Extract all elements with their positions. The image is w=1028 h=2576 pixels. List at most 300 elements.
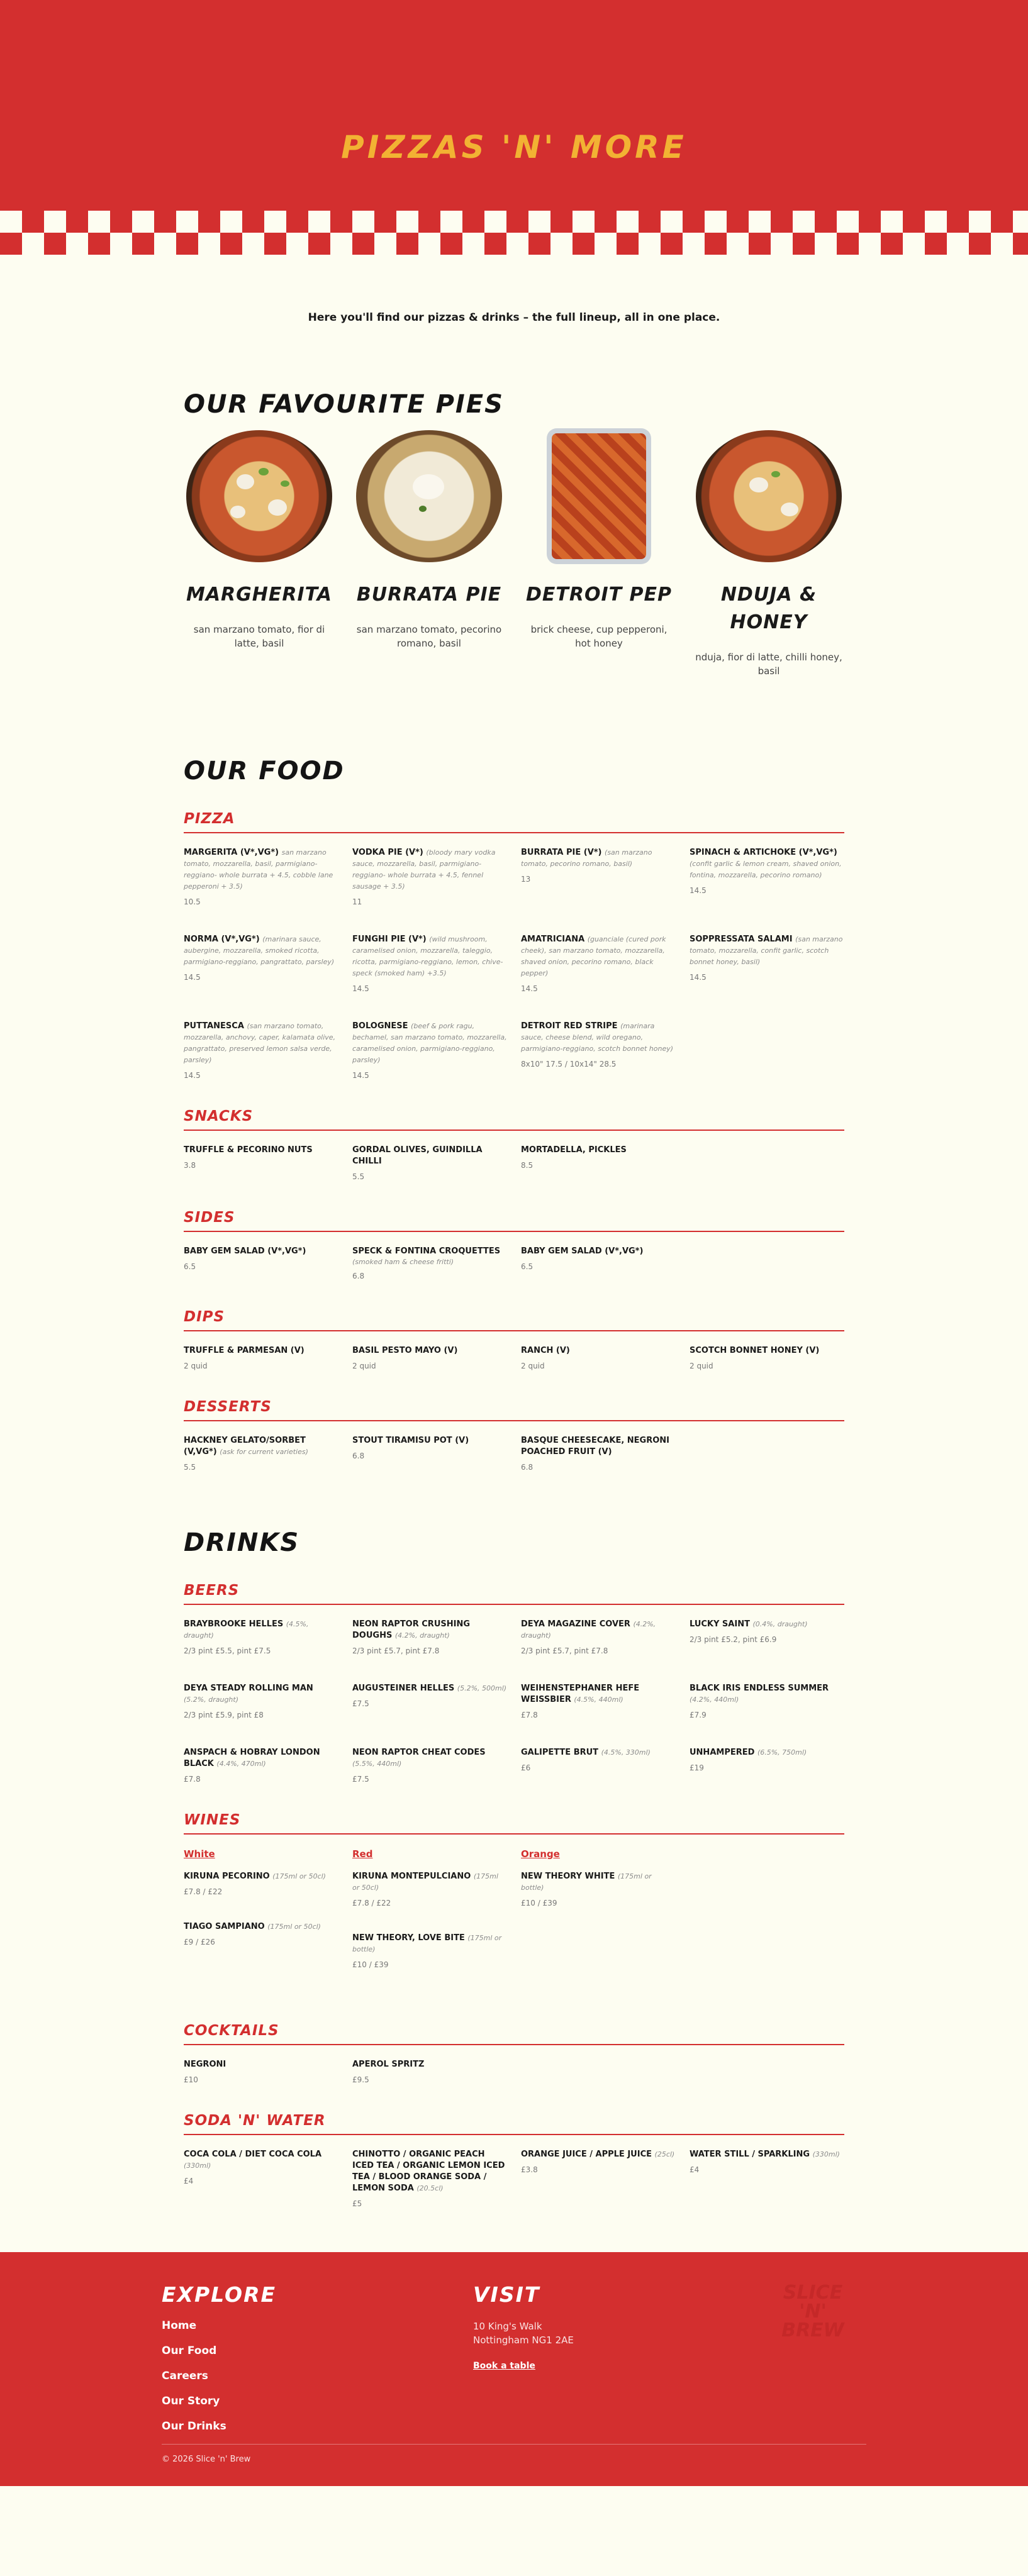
item-title: WATER STILL / SPARKLING [690,2150,810,2159]
category-title: DESSERTS [184,1399,272,1415]
item-title: ORANGE JUICE / APPLE JUICE [521,2150,652,2159]
item-name [352,2059,507,2070]
snacks-grid [184,1145,844,1181]
item-price: £19 [690,1763,704,1772]
nduja-pizza-icon [696,430,842,562]
our-food-section [184,757,844,1472]
item-name [184,1683,338,1706]
item-name [184,1871,338,1882]
category-divider [184,1330,844,1331]
logo-line: 'N' [799,2301,827,2323]
item-price: £7.8 [184,1775,201,1784]
menu-item [352,847,507,906]
pizza-category [184,811,844,1080]
menu-item [690,1345,844,1370]
address [473,2319,574,2347]
item-title: TRUFFLE & PECORINO NUTS [184,1145,313,1155]
item-name [521,1435,676,1458]
wine-list [521,1871,676,1907]
item-title: NEON RAPTOR CHEAT CODES [352,1748,486,1757]
menu-item [184,1921,338,1946]
menu-item [184,1747,338,1784]
wine-column-white [184,1848,338,1994]
item-name [690,1747,844,1758]
category-divider [184,832,844,833]
menu-item [521,1021,676,1080]
menu-item [184,1435,338,1472]
item-title: BASIL PESTO MAYO (V) [352,1346,458,1355]
item-description: (175ml or bottle) [521,1872,652,1892]
menu-item [690,1747,844,1784]
item-price: 5.5 [184,1463,196,1472]
pie-image [693,430,844,562]
hero-header [0,0,1028,255]
item-description: (175ml or 50cl) [267,1923,321,1931]
intro-text: Here you'll find our pizzas & drinks – the full lineup, all in one place. [308,311,720,324]
item-price: 14.5 [352,984,369,993]
sides-grid [184,1246,844,1280]
item-description: (4.5%, 440ml) [574,1696,623,1704]
favourite-pies-section [184,390,844,678]
logo-line: SLICE [783,2282,843,2304]
menu-item [690,847,844,906]
item-price: 6.5 [521,1262,534,1271]
menu-item [352,2059,507,2084]
item-name [521,847,676,870]
footer-link-careers[interactable]: Careers [162,2370,208,2382]
item-name [184,847,338,892]
item-name [352,847,507,892]
menu-item [352,1246,507,1280]
item-price: £9 / £26 [184,1938,215,1946]
item-description: (san marzano tomato, mozzarella, anchovy, caper, kalamata olive, pangrattato, preserved lemon salsa verde, parsley) [184,1022,336,1064]
menu-item [184,2149,338,2208]
item-description: (4.2%, draught) [521,1620,656,1640]
item-price: £7.5 [352,1775,369,1784]
pie-name: DETROIT PEP [525,584,672,606]
menu-item [184,1619,338,1655]
item-price: 14.5 [521,984,538,993]
item-title: BRAYBROOKE HELLES [184,1619,284,1629]
item-title: VODKA PIE (V*) [352,848,423,857]
footer-visit [473,2282,574,2371]
footer-explore [162,2282,276,2433]
item-price: 2 quid [521,1362,545,1370]
item-name [690,1683,844,1706]
menu-item [352,1747,507,1784]
item-title: DEYA MAGAZINE COVER [521,1619,630,1629]
detroit-pizza-icon [552,433,646,559]
item-name [352,2149,507,2194]
item-title: TRUFFLE & PARMESAN (V) [184,1346,304,1355]
category-title: PIZZA [184,811,235,827]
item-name [521,1683,676,1706]
item-name [521,1246,676,1257]
page-title: PIZZAS 'N' MORE [341,129,687,165]
beers-category [184,1582,844,1784]
item-description: (4.2%, draught) [394,1631,450,1640]
item-title: NEON RAPTOR CRUSHING DOUGHS [352,1619,471,1640]
wine-column-orange [521,1848,676,1994]
category-divider [184,1604,844,1605]
item-title: COCA COLA / DIET COCA COLA [184,2150,322,2159]
item-price: 2/3 pint £5.2, pint £6.9 [690,1635,777,1644]
address-line: 10 King's Walk [473,2321,542,2332]
item-description: (6.5%, 750ml) [757,1748,807,1757]
menu-item [184,1683,338,1719]
item-title: HACKNEY GELATO/SORBET (V,VG*) [184,1436,306,1457]
item-price: 2/3 pint £5.5, pint £7.5 [184,1646,271,1655]
item-price: £9.5 [352,2075,369,2084]
menu-item [690,1619,844,1655]
category-divider [184,1420,844,1421]
item-description: (marinara sauce, aubergine, mozzarella, smoked ricotta, parmigiano-reggiano, pangrattato, parsley) [184,935,335,966]
category-title: COCKTAILS [184,2023,279,2039]
item-description: (5.2%, 500ml) [457,1684,507,1692]
item-name [184,1345,338,1357]
item-description: san marzano tomato, mozzarella, basil, parmigiano-reggiano- whole burrata + 4.5, cobble lane pepperoni + 3.5) [184,848,333,891]
item-price: 13 [521,875,531,884]
pie-card[interactable] [184,430,335,678]
menu-item [352,1145,507,1181]
category-title: BEERS [184,1582,240,1599]
item-description: (330ml) [184,2162,211,2170]
item-name [521,1345,676,1357]
item-price: £7.9 [690,1711,707,1719]
wines-grid [184,1848,844,1994]
category-divider [184,1130,844,1131]
item-name [352,1871,507,1894]
menu-item [184,847,338,906]
item-name [184,2149,338,2172]
item-price: 8x10" 17.5 / 10x14" 28.5 [521,1060,617,1069]
menu-item [352,1871,507,1907]
pie-name: BURRATA PIE [356,584,502,606]
item-title: KIRUNA MONTEPULCIANO [352,1872,471,1881]
item-title: TIAGO SAMPIANO [184,1922,265,1931]
item-description: (4.5%, 330ml) [601,1748,651,1757]
pie-description: brick cheese, cup pepperoni, hot honey [530,624,668,649]
pie-name: MARGHERITA [186,584,332,606]
item-title: BABY GEM SALAD (V*,VG*) [521,1246,644,1256]
item-title: PUTTANESCA [184,1021,244,1031]
item-price: £7.8 [521,1711,538,1719]
item-description: (beef & pork ragu, bechamel, san marzano tomato, mozzarella, caramelised onion, parmigiano-reggiano, parsley) [352,1022,507,1064]
item-description: (20.5cl) [416,2184,444,2192]
menu-item [352,934,507,993]
item-name [352,1747,507,1770]
pie-image [354,430,505,562]
drinks-section [184,1528,844,2208]
item-price: £10 [184,2075,198,2084]
pie-description: nduja, fior di latte, chilli honey, basil [695,652,842,677]
wine-type-red[interactable]: Red [352,1848,373,1860]
item-price: 14.5 [352,1071,369,1080]
item-title: BABY GEM SALAD (V*,VG*) [184,1246,306,1256]
cocktails-grid [184,2059,844,2084]
item-price: £4 [184,2177,194,2185]
menu-item [690,2149,844,2208]
category-title: DIPS [184,1309,225,1325]
menu-item [352,1619,507,1655]
item-description: (smoked ham & cheese fritti) [352,1258,454,1266]
item-name [690,847,844,881]
item-title: UNHAMPERED [690,1748,755,1757]
pie-card[interactable] [354,430,505,678]
item-title: BOLOGNESE [352,1021,408,1031]
menu-item [184,1021,338,1080]
item-description: (bloody mary vodka sauce, mozzarella, basil, parmigiano-reggiano- whole burrata + 4.5, fennel sausage + 3.5) [352,848,496,891]
footer-link-our-drinks[interactable]: Our Drinks [162,2420,226,2433]
menu-item [184,1345,338,1370]
wine-type-white[interactable]: White [184,1848,215,1860]
item-price: 2/3 pint £5.7, pint £7.8 [352,1646,440,1655]
item-price: £7.8 / £22 [352,1899,391,1907]
logo-line: BREW [781,2319,844,2341]
menu-item [521,1619,676,1655]
item-description: (confit garlic & lemon cream, shaved onion, fontina, mozzarella, pecorino romano) [690,860,842,879]
category-divider [184,2134,844,2135]
pie-card[interactable] [693,430,844,678]
menu-item [521,847,676,906]
item-price: 2 quid [690,1362,713,1370]
item-name [352,1619,507,1641]
item-title: LUCKY SAINT [690,1619,750,1629]
menu-item [521,934,676,993]
item-price: 14.5 [690,886,707,895]
item-title: APEROL SPRITZ [352,2060,425,2069]
item-title: SCOTCH BONNET HONEY (V) [690,1346,820,1355]
category-title: SIDES [184,1209,235,1226]
menu-item [352,1345,507,1370]
menu-item [521,1145,676,1181]
cocktails-category [184,2023,844,2084]
visit-title: VISIT [473,2282,540,2307]
item-title: AMATRICIANA [521,935,585,944]
address-line: Nottingham NG1 2AE [473,2334,574,2346]
item-description: (ask for current varieties) [220,1448,308,1456]
item-description: (guanciale (cured pork cheek), san marzano tomato, mozzarella, shaved onion, pecorino romano, black pepper) [521,935,666,977]
category-title: SODA 'N' WATER [184,2112,326,2129]
item-title: DEYA STEADY ROLLING MAN [184,1684,313,1693]
item-name [521,1145,676,1156]
pie-description: san marzano tomato, pecorino romano, basil [356,624,502,649]
desserts-grid [184,1435,844,1472]
item-name [184,1246,338,1257]
explore-title: EXPLORE [162,2282,277,2307]
dips-category [184,1309,844,1370]
item-price: £5 [352,2199,362,2208]
category-divider [184,1231,844,1232]
book-table-link[interactable]: Book a table [473,2361,535,2371]
item-name [352,1683,507,1694]
menu-item [352,2149,507,2208]
item-title: BLACK IRIS ENDLESS SUMMER [690,1684,829,1693]
item-name [352,1933,507,1955]
menu-item [184,1246,338,1280]
copyright: © 2026 Slice 'n' Brew [162,2455,251,2464]
menu-item [184,2059,338,2084]
snacks-category [184,1108,844,1181]
food-title: OUR FOOD [184,757,345,786]
item-description: (25cl) [654,2150,675,2158]
item-price: 2 quid [352,1362,376,1370]
item-description: (san marzano tomato, mozzarella, confit garlic, scotch bonnet honey, basil) [690,935,843,966]
wine-list [352,1871,507,1969]
item-name [521,1619,676,1641]
menu-item [521,1246,676,1280]
item-name [184,1021,338,1066]
item-description: (175ml or 50cl) [272,1872,326,1880]
item-price: 8.5 [521,1161,534,1170]
menu-item [352,1021,507,1080]
item-name [184,1145,338,1156]
item-name [521,1747,676,1758]
checker-border-bottom [0,233,1028,255]
item-description: (4.5%, draught) [184,1620,309,1640]
item-name [521,2149,676,2160]
item-description: (marinara sauce, cheese blend, wild oregano, parmigiano-reggiano, scotch bonnet honey) [521,1022,674,1053]
item-price: 6.8 [352,1272,365,1280]
favourites-title: OUR FAVOURITE PIES [184,390,504,419]
wine-list [184,1871,338,1946]
item-name [184,1921,338,1933]
menu-item [184,1145,338,1181]
item-price: 10.5 [184,897,201,906]
item-price: 2 quid [184,1362,208,1370]
item-title: BASQUE CHEESECAKE, NEGRONI POACHED FRUIT (V) [521,1436,669,1457]
category-title: SNACKS [184,1108,254,1124]
item-title: SPECK & FONTINA CROQUETTES [352,1246,501,1256]
item-name [521,1021,676,1055]
item-title: FUNGHI PIE (V*) [352,935,427,944]
menu-item [521,1345,676,1370]
item-price: 11 [352,897,362,906]
item-title: SOPPRESSATA SALAMI [690,935,793,944]
item-title: GORDAL OLIVES, GUINDILLA CHILLI [352,1145,483,1166]
item-price: £7.5 [352,1699,369,1708]
dips-grid [184,1345,844,1370]
item-title: BURRATA PIE (V*) [521,848,602,857]
item-title: DETROIT RED STRIPE [521,1021,618,1031]
item-name [521,1871,676,1894]
item-title: NEW THEORY WHITE [521,1872,615,1881]
item-name [352,1145,507,1167]
wine-type-orange[interactable]: Orange [521,1848,560,1860]
item-name [690,934,844,968]
item-name [690,1619,844,1630]
item-description: (0.4%, draught) [752,1620,808,1628]
pie-description: san marzano tomato, fior di latte, basil [193,624,325,649]
menu-item [184,934,338,993]
brand-logo[interactable] [772,2284,854,2340]
item-price: 6.8 [521,1463,534,1472]
pies-list [184,430,844,678]
item-price: £3.8 [521,2165,538,2174]
pie-image [184,430,335,562]
item-price: £7.8 / £22 [184,1887,223,1896]
item-name [352,1246,507,1257]
drinks-title: DRINKS [184,1528,300,1557]
item-title: WEIHENSTEPHANER HEFE WEISSBIER [521,1684,640,1704]
menu-item [352,1933,507,1969]
category-title: WINES [184,1812,241,1828]
item-price: 2/3 pint £5.7, pint £7.8 [521,1646,608,1655]
menu-item [352,1683,507,1719]
item-price: 14.5 [184,973,201,982]
item-description: (175ml or bottle) [352,1934,502,1953]
item-name [184,934,338,968]
pizza-grid [184,847,844,1080]
item-name [690,1345,844,1357]
item-title: GALIPETTE BRUT [521,1748,599,1757]
item-price: £10 / £39 [521,1899,557,1907]
menu-item [521,1871,676,1907]
item-price: 3.8 [184,1161,196,1170]
beers-grid [184,1619,844,1784]
item-description: (5.2%, draught) [184,1696,239,1704]
menu-item [521,1683,676,1719]
margherita-pizza-icon [186,430,332,562]
footer-link-our-food[interactable]: Our Food [162,2345,217,2357]
desserts-category [184,1399,844,1472]
category-divider [184,2044,844,2045]
item-title: MARGERITA (V*,VG*) [184,848,279,857]
wine-column-red [352,1848,507,1994]
item-price: 5.5 [352,1172,365,1181]
menu-item [521,1435,676,1472]
pie-card[interactable] [523,430,674,678]
item-title: KIRUNA PECORINO [184,1872,270,1881]
item-name [352,1021,507,1066]
checker-border-top [0,211,1028,233]
item-description: (330ml) [812,2150,840,2158]
footer-link-home[interactable]: Home [162,2319,197,2332]
soda-category [184,2112,844,2208]
item-name [352,1435,507,1446]
item-name [521,934,676,979]
sides-category [184,1209,844,1280]
burrata-pizza-icon [356,430,502,562]
item-description: (4.2%, 440ml) [690,1696,739,1704]
item-title: RANCH (V) [521,1346,570,1355]
item-title: NEGRONI [184,2060,226,2069]
menu-item [352,1435,507,1472]
item-price: £4 [690,2165,700,2174]
item-title: MORTADELLA, PICKLES [521,1145,627,1155]
menu-item [690,1683,844,1719]
pie-image [523,430,674,562]
item-title: ANSPACH & HOBRAY LONDON BLACK [184,1748,320,1768]
item-price: 2/3 pint £5.9, pint £8 [184,1711,264,1719]
item-title: AUGUSTEINER HELLES [352,1684,455,1693]
item-name [690,2149,844,2160]
footer-link-our-story[interactable]: Our Story [162,2395,220,2407]
item-name [184,2059,338,2070]
wines-category [184,1812,844,1994]
site-footer [0,2252,1028,2486]
item-title: NEW THEORY, LOVE BITE [352,1933,465,1943]
item-price: 14.5 [184,1071,201,1080]
menu-item [690,934,844,993]
footer-divider [162,2444,866,2445]
item-name [184,1435,338,1458]
item-description: (san marzano tomato, pecorino romano, basil) [521,848,652,868]
item-name [184,1747,338,1770]
item-title: STOUT TIRAMISU POT (V) [352,1436,469,1445]
pie-name: NDUJA & HONEY [720,584,817,633]
item-title: NORMA (V*,VG*) [184,935,260,944]
